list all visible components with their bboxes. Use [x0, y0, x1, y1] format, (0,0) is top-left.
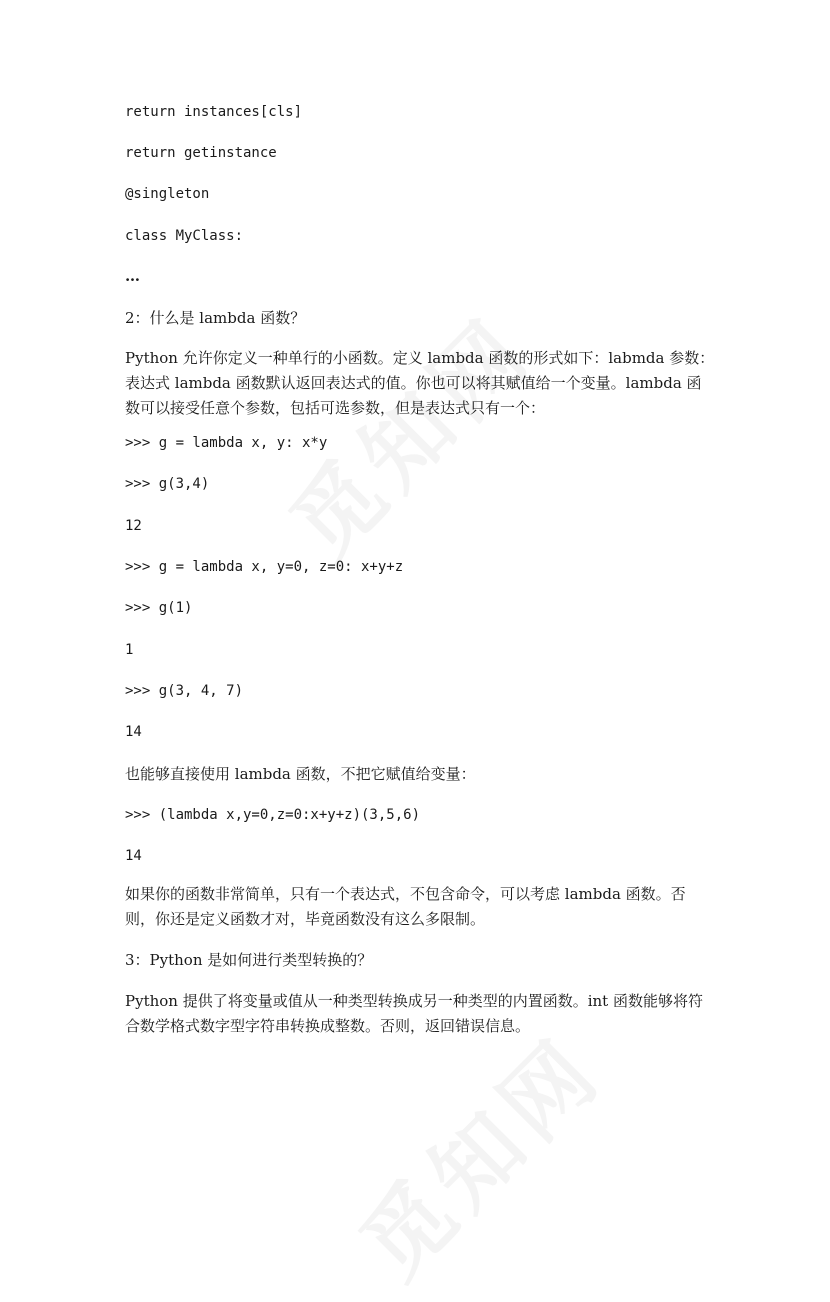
- code-line: >>> g(3,4): [125, 476, 210, 492]
- code-line: @singleton: [125, 186, 210, 202]
- ellipsis-line: …: [125, 267, 140, 285]
- paragraph: 也能够直接使用 lambda 函数，不把它赋值给变量：: [125, 765, 476, 783]
- output-line: 14: [125, 724, 142, 740]
- output-line: 1: [125, 642, 134, 658]
- watermark: [329, 1005, 626, 1302]
- paragraph: Python 提供了将变量或值从一种类型转换成另一种类型的内置函数。int 函数能够将符合数学格式数字型字符串转换成整数。否则，返回错误信息。: [125, 992, 703, 1035]
- output-line: 14: [125, 848, 142, 864]
- code-line: >>> g(1): [125, 600, 193, 616]
- code-line: >>> g = lambda x, y: x*y: [125, 435, 328, 451]
- paragraph: 如果你的函数非常简单，只有一个表达式，不包含命令，可以考虑 lambda 函数。否则，你还是定义函数才对，毕竟函数没有这么多限制。: [125, 885, 686, 928]
- paragraph: Python 允许你定义一种单行的小函数。定义 lambda 函数的形式如下：labmda 参数：表达式 lambda 函数默认返回表达式的值。你也可以将其赋值给一个变量。lambda 函数可以接受任意个参数，包括可选参数，但是表达式只有一个：: [125, 349, 715, 417]
- code-line: class MyClass:: [125, 228, 244, 244]
- output-line: 12: [125, 518, 142, 534]
- code-line: >>> g = lambda x, y=0, z=0: x+y+z: [125, 559, 404, 575]
- code-line: return instances[cls]: [125, 104, 303, 120]
- code-line: >>> (lambda x,y=0,z=0:x+y+z)(3,5,6): [125, 807, 421, 823]
- code-line: return getinstance: [125, 145, 277, 161]
- code-line: >>> g(3, 4, 7): [125, 683, 244, 699]
- section-heading: 3：Python 是如何进行类型转换的？: [125, 951, 373, 969]
- section-heading: 2：什么是 lambda 函数？: [125, 309, 306, 327]
